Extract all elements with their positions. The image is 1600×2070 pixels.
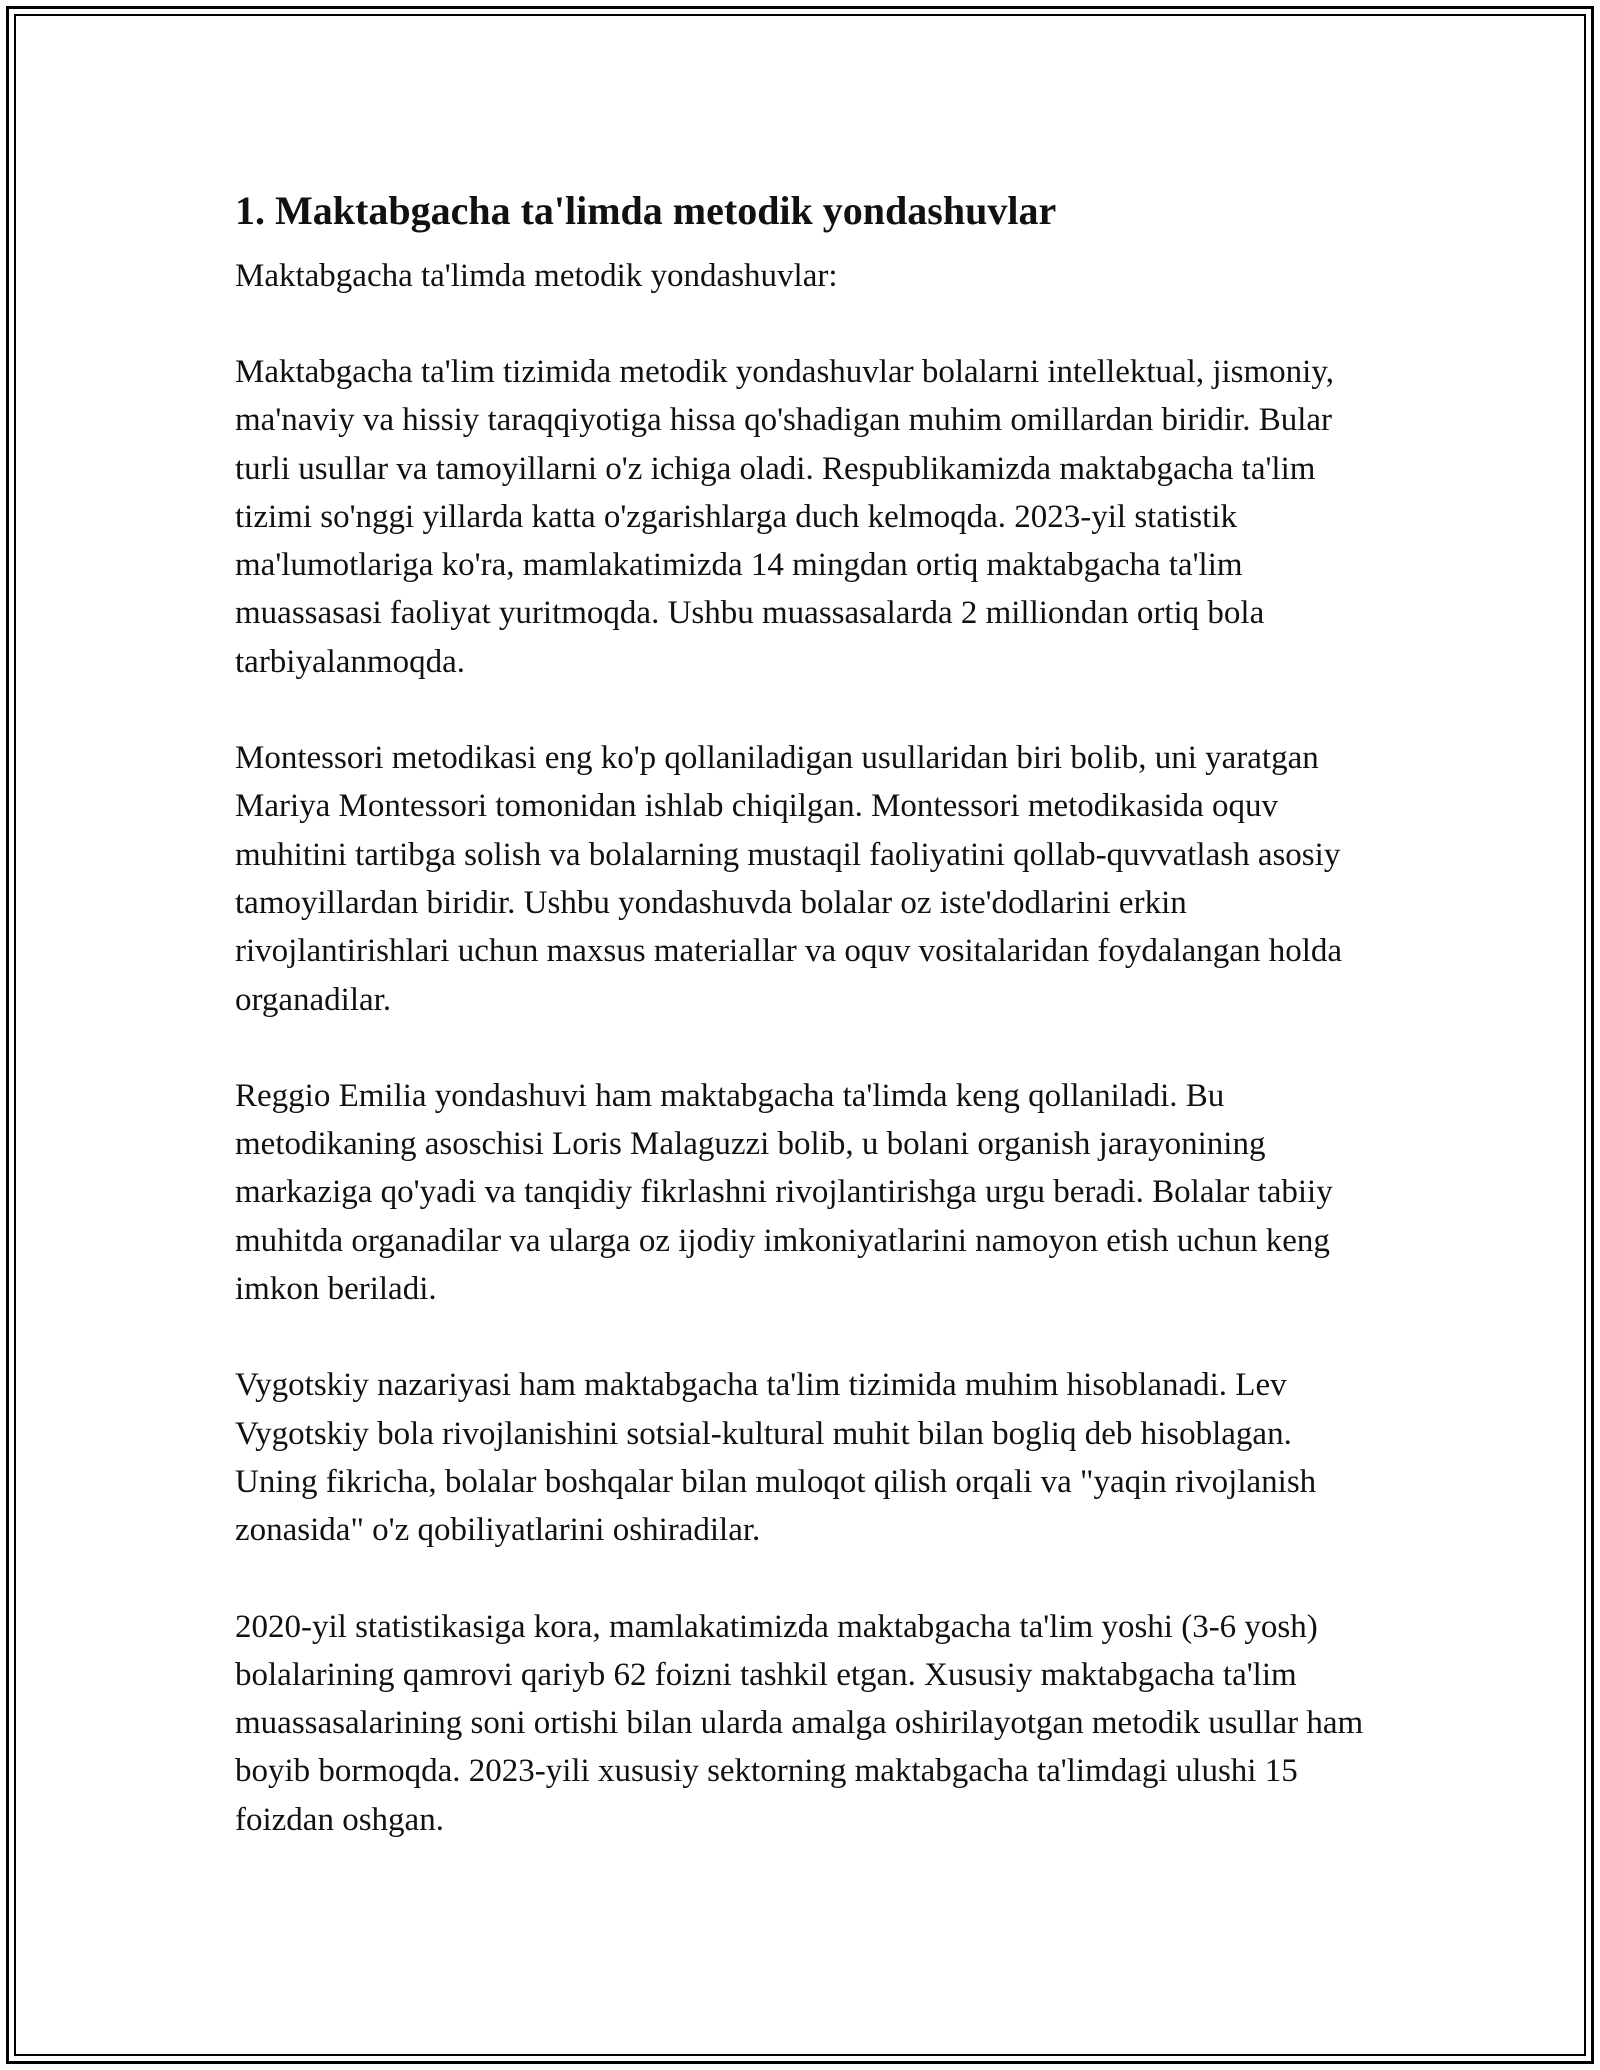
section-heading: 1. Maktabgacha ta'limda metodik yondashuvlar xyxy=(235,188,1057,233)
intro-line: Maktabgacha ta'limda metodik yondashuvlar: xyxy=(235,258,838,294)
paragraph-reggio-emilia: Reggio Emilia yondashuvi ham maktabgacha ta'limda keng qollaniladi. Bu metodikaning asoschisi Loris Malaguzzi bolib, u bolani organish jarayonining markaziga qo'yadi va tanqidiy fikrlashni rivojlantirishga urgu beradi. Bolalar tabiiy muhitda organadilar va ularga oz ijodiy imkoniyatlarini namoyon etish uchun keng imkon beriladi. xyxy=(235,1077,1333,1308)
document-body xyxy=(235,186,1365,1844)
paragraph-statistics-2023: Maktabgacha ta'lim tizimida metodik yondashuvlar bolalarni intellektual, jismoniy, ma'naviy va hissiy taraqqiyotiga hissa qo'shadigan muhim omillardan biridir. Bular turli usullar va tamoyillarni o'z ichiga oladi. Respublikamizda maktabgacha ta'lim tizimi so'nggi yillarda katta o'zgarishlarga duch kelmoqda. 2023-yil statistik ma'lumotlariga ko'ra, mamlakatimizda 14 mingdan ortiq maktabgacha ta'lim muassasasi faoliyat yuritmoqda. Ushbu muassasalarda 2 milliondan ortiq bola tarbiyalanmoqda. xyxy=(235,354,1334,680)
paragraph-statistics-2020: 2020-yil statistikasiga kora, mamlakatimizda maktabgacha ta'lim yoshi (3-6 yosh) bolalarining qamrovi qariyb 62 foizni tashkil etgan. Xususiy maktabgacha ta'lim muassasalarining soni ortishi bilan ularda amalga oshirilayotgan metodik usullar ham boyib bormoqda. 2023-yili xususiy sektorning maktabgacha ta'limdagi ulushi 15 foizdan oshgan. xyxy=(235,1608,1364,1838)
paragraph-montessori: Montessori metodikasi eng ko'p qollaniladigan usullaridan biri bolib, uni yaratgan Mariya Montessori tomonidan ishlab chiqilgan. Montessori metodikasida oquv muhitini tartibga solish va bolalarning mustaqil faoliyatini qollab-quvvatlash asosiy tamoyillardan biridir. Ushbu yondashuvda bolalar oz iste'dodlarini erkin rivojlantirishlari uchun maxsus materiallar va oquv vositalaridan foydalangan holda organadilar. xyxy=(235,740,1343,1018)
paragraph-vygotskiy: Vygotskiy nazariyasi ham maktabgacha ta'lim tizimida muhim hisoblanadi. Lev Vygotskiy bola rivojlanishini sotsial-kultural muhit bilan bogliq deb hisoblagan. Uning fikricha, bolalar boshqalar bilan muloqot qilish orqali va "yaqin rivojlanish zonasida" o'z qobiliyatlarini oshiradilar. xyxy=(235,1367,1317,1549)
